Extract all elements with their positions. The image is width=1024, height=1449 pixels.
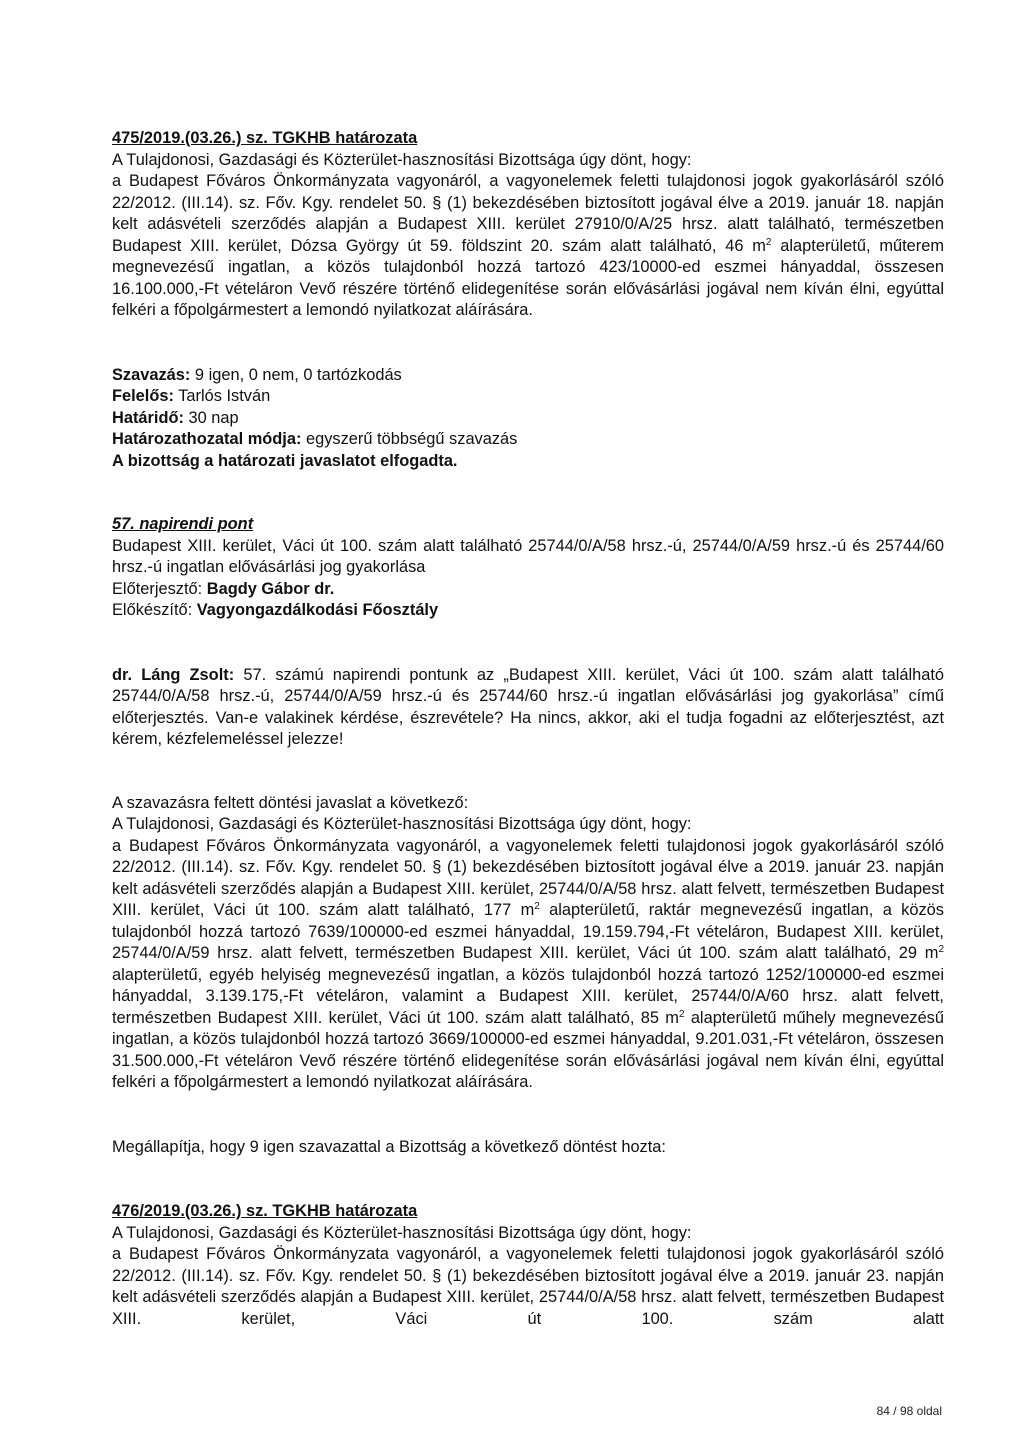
proposal-intro: A Tulajdonosi, Gazdasági és Közterület-hasznosítási Bizottsága úgy dönt, hogy: <box>112 815 692 833</box>
spacer <box>112 1158 944 1201</box>
resolution-475-body <box>112 171 944 322</box>
resolution-476-title: 476/2019.(03.26.) sz. TGKHB határozata <box>112 1202 418 1220</box>
resolution-475-intro: A Tulajdonosi, Gazdasági és Közterület-hasznosítási Bizottsága úgy dönt, hogy: <box>112 150 692 169</box>
decision-mode-value: egyszerű többségű szavazás <box>301 430 518 448</box>
preparer-label: Előkészítő: <box>112 601 197 619</box>
presenter-line <box>112 579 944 601</box>
area-unit-sup: 2 <box>938 944 944 955</box>
proposal-body-a: a Budapest Főváros Önkormányzata vagyonáról, a vagyonelemek feletti tulajdonosi jogok gyakorlásáról szóló 22/2012. (III.14). sz. Főv. Kgy. rendelet 50. § (1) bekezdésében biztosított jogával élve a 2019. január 23. napján kelt adásvételi szerződés alapján a Budapest XIII. kerület, 25744/0/A/58 hrsz. alatt felvett, természetben Budapest XIII. kerület, Váci út 100. szám alatt található, 177 m <box>112 836 944 919</box>
resolution-475-body-a: a Budapest Főváros Önkormányzata vagyonáról, a vagyonelemek feletti tulajdonosi jogok gyakorlásáról szóló 22/2012. (III.14). sz. Főv. Kgy. rendelet 50. § (1) bekezdésében biztosított jogával élve a 2019. január 18. napján kelt adásvételi szerződés alapján a Budapest XIII. kerület 27910/0/A/25 hrsz. alatt található, természetben Budapest XIII. kerület, Dózsa György út 59. földszint 20. szám alatt található, 46 m <box>112 172 944 255</box>
decision-mode-label: Határozathozatal módja: <box>112 430 302 448</box>
resolution-476-intro: A Tulajdonosi, Gazdasági és Közterület-hasznosítási Bizottsága úgy dönt, hogy: <box>112 1223 692 1242</box>
responsible-value: Tarlós István <box>173 387 271 405</box>
proposal-body-c: alapterületű, egyéb helyiség megnevezésű ingatlan, a közös tulajdonból hozzá tartozó 1252/100000-ed eszmei hányaddal, 3.139.175,-Ft vételáron, valamint a Budapest XIII. kerület, 25744/0/A/60 hrsz. alatt felvett, természetben Budapest XIII. kerület, Váci út 100. szám alatt található, 85 m <box>112 965 944 1027</box>
deadline-label: Határidő: <box>112 408 184 427</box>
resolution-475-title: 475/2019.(03.26.) sz. TGKHB határozata <box>112 129 418 147</box>
resolution-476-body: a Budapest Főváros Önkormányzata vagyonáról, a vagyonelemek feletti tulajdonosi jogok gyakorlásáról szóló 22/2012. (III.14). sz. Főv. Kgy. rendelet 50. § (1) bekezdésében biztosított jogával élve a 2019. január 23. napján kelt adásvételi szerződés alapján a Budapest XIII. kerület, 25744/0/A/58 hrsz. alatt felvett, természetben Budapest XIII. kerület, Váci út 100. szám alatt <box>112 1245 944 1328</box>
area-unit-sup: 2 <box>534 901 540 912</box>
vote-line <box>112 365 944 387</box>
responsible-line <box>112 386 944 408</box>
spacer <box>112 472 944 514</box>
vote-label: Szavazás: <box>112 365 191 384</box>
presenter-label: Előterjesztő: <box>112 579 207 598</box>
document-page <box>112 128 944 1330</box>
accepted-statement: A bizottság a határozati javaslatot elfogadta. <box>112 451 458 470</box>
deadline-line <box>112 408 944 430</box>
agenda-item-heading: 57. napirendi pont <box>112 515 254 533</box>
decision-mode-line <box>112 429 944 451</box>
resolution-475-body-b: alapterületű, műterem megnevezésű ingatlan, a közös tulajdonból hozzá tartozó 423/10000-ed eszmei hányaddal, összesen 16.100.000,-Ft vételáron Vevő részére történő elidegenítése során elővásárlási jogával nem kíván élni, egyúttal felkéri a főpolgármestert a lemondó nyilatkozat aláírására. <box>112 236 944 319</box>
proposal-lead: A szavazásra feltett döntési javaslat a következő: <box>112 793 469 812</box>
agenda-item-subject: Budapest XIII. kerület, Váci út 100. szám alatt található 25744/0/A/58 hrsz.-ú, 25744/0/A/59 hrsz.-ú és 25744/60 hrsz.-ú ingatlan elővásárlási jog gyakorlása <box>112 536 944 576</box>
spacer <box>112 751 944 793</box>
proposal-body <box>112 836 944 1094</box>
conclusion-statement: Megállapítja, hogy 9 igen szavazattal a Bizottság a következő döntést hozta: <box>112 1137 666 1156</box>
vote-value: 9 igen, 0 nem, 0 tartózkodás <box>190 365 402 384</box>
area-unit-sup: 2 <box>765 236 772 248</box>
speech-text: 57. számú napirendi pontunk az „Budapest XIII. kerület, Váci út 100. szám alatt található 25744/0/A/58 hrsz.-ú, 25744/0/A/59 hrsz.-ú és 25744/60 hrsz.-ú ingatlan elővásárlási jog gyakorlása” című előterjesztés. Van-e valakinek kérdése, észrevétele? Ha nincs, akkor, aki el tudja fogadni az előterjesztést, azt kérem, kézfelemeléssel jelezze! <box>112 665 944 748</box>
responsible-label: Felelős: <box>112 387 174 405</box>
spacer <box>112 322 944 365</box>
presenter-name: Bagdy Gábor dr. <box>206 579 335 598</box>
chair-speech <box>112 665 944 751</box>
deadline-value: 30 nap <box>183 408 239 427</box>
preparer-line <box>112 600 944 622</box>
preparer-name: Vagyongazdálkodási Főosztály <box>196 601 439 619</box>
spacer <box>112 622 944 665</box>
area-unit-sup: 2 <box>678 1008 685 1020</box>
speaker-name: dr. Láng Zsolt: <box>112 665 235 684</box>
proposal-body-d: alapterületű műhely megnevezésű ingatlan, a közös tulajdonból hozzá tartozó 3669/100000-ed eszmei hányaddal, 9.201.031,-Ft vételáron, összesen 31.500.000,-Ft vételáron Vevő részére történő elidegenítése során elővásárlási jogával nem kíván élni, egyúttal felkéri a főpolgármestert a lemondó nyilatkozat aláírására. <box>112 1008 944 1091</box>
proposal-body-b: alapterületű, raktár megnevezésű ingatlan, a közös tulajdonból hozzá tartozó 7639/100000-ed eszmei hányaddal, 19.159.794,-Ft vételáron, Budapest XIII. kerület, 25744/0/A/59 hrsz. alatt felvett, természetben Budapest XIII. kerület, Váci út 100. szám alatt található, 29 m <box>112 901 944 962</box>
spacer <box>112 1094 944 1137</box>
page-number: 84 / 98 oldal <box>876 1404 942 1418</box>
